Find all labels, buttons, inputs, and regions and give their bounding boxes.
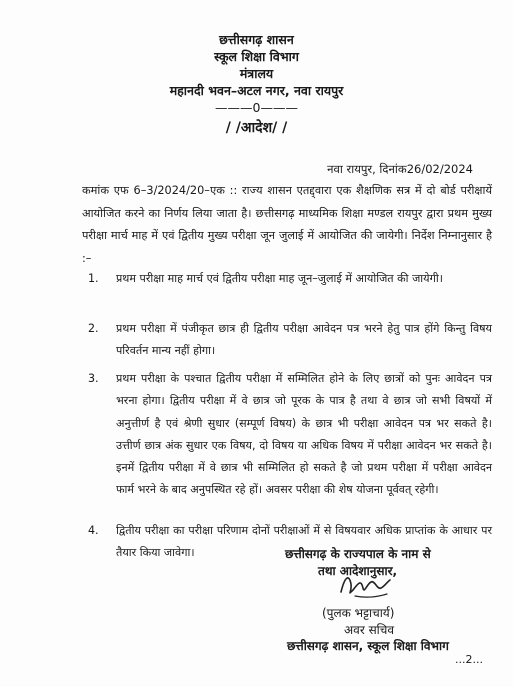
item-number: 2.	[88, 322, 99, 335]
signature-authority-line: छत्तीसगढ़ के राज्यपाल के नाम से	[285, 547, 431, 561]
order-title: / /आदेश/ /	[225, 120, 288, 136]
signature-order-line: तथा आदेशानुसार,	[318, 564, 398, 578]
signatory-designation: अवर सचिव	[344, 623, 395, 637]
signatory-name: (पुलक भट्टाचार्य)	[322, 606, 395, 620]
instruction-item-3	[88, 368, 492, 502]
order-date: नवा रायपुर, दिनांक26/02/2024	[327, 162, 473, 176]
item-text: द्वितीय परीक्षा का परीक्षा परिणाम दोनों परीक्षाओं में से विषयवार अधिक प्राप्तांक के आधार पर तैयार किया जावेगा।	[116, 524, 492, 560]
handwritten-signature	[335, 570, 395, 602]
page-number: ...2...	[455, 653, 483, 666]
ministry-name: मंत्रालय	[239, 66, 274, 81]
govt-name: छत्तीसगढ़ शासन	[219, 32, 294, 47]
intro-paragraph: कमांक एफ 6–3/2024/20–एक :: राज्य शासन एतद्द्वारा एक शैक्षणिक सत्र में दो बोर्ड परीक्षायें आयोजित करने का निर्णय लिया जाता है। छत्तीसगढ़ माध्यमिक शिक्षा मण्डल रायपुर द्वारा प्रथम मुख्य परीक्षा मार्च माह में एवं द्वितीय मुख्य परीक्षा जून जुलाई में आयोजित की जायेगी। निर्देश निम्नानुसार है :–	[82, 184, 492, 265]
office-address: महानदी भवन–अटल नगर, नवा रायपुर	[169, 83, 344, 98]
item-number: 1.	[88, 272, 99, 285]
item-text: प्रथम परीक्षा माह मार्च एवं द्वितीय परीक्षा माह जून–जुलाई में आयोजित की जायेगी।	[116, 272, 443, 285]
item-text: प्रथम परीक्षा के पश्चात द्वितीय परीक्षा में सम्मिलित होने के लिए छात्रों को पुनः आवेदन पत्र भरना होगा। द्वितीय परीक्षा में वे छात्र जो पूरक के पात्र है तथा वे छात्र जो सभी विषयों में अनुत्तीर्ण है एवं श्रेणी सुधार (सम्पूर्ण विषय) के छात्र भी परीक्षा आवेदन पत्र भर सकते है। उत्तीर्ण छात्र अंक सुधार एक विषय, दो विषय या अधिक विषय में परीक्षा आवेदन भर सकते है। इनमें द्वितीय परीक्षा में वे छात्र भी सम्मिलित हो सकते है जो प्रथम परीक्षा में परीक्षा आवेदन फार्म भरने के बाद अनुपस्थित रहे हों। अवसर परीक्षा की शेष योजना पूर्ववत् रहेगी।	[116, 372, 492, 497]
item-number: 4.	[88, 524, 99, 537]
signatory-department: छत्तीसगढ़ शासन, स्कूल शिक्षा विभाग	[287, 639, 449, 653]
department-name: स्कूल शिक्षा विभाग	[214, 49, 299, 64]
instruction-item-2	[88, 318, 492, 363]
header-separator: ———0———	[215, 100, 298, 115]
instruction-item-1	[88, 268, 492, 290]
item-text: प्रथम परीक्षा में पंजीकृत छात्र ही द्वितीय परीक्षा आवेदन पत्र भरने हेतु पात्र होंगे किन्तु विषय परिवर्तन मान्य नहीं होगा।	[116, 322, 492, 358]
item-number: 3.	[88, 372, 99, 385]
